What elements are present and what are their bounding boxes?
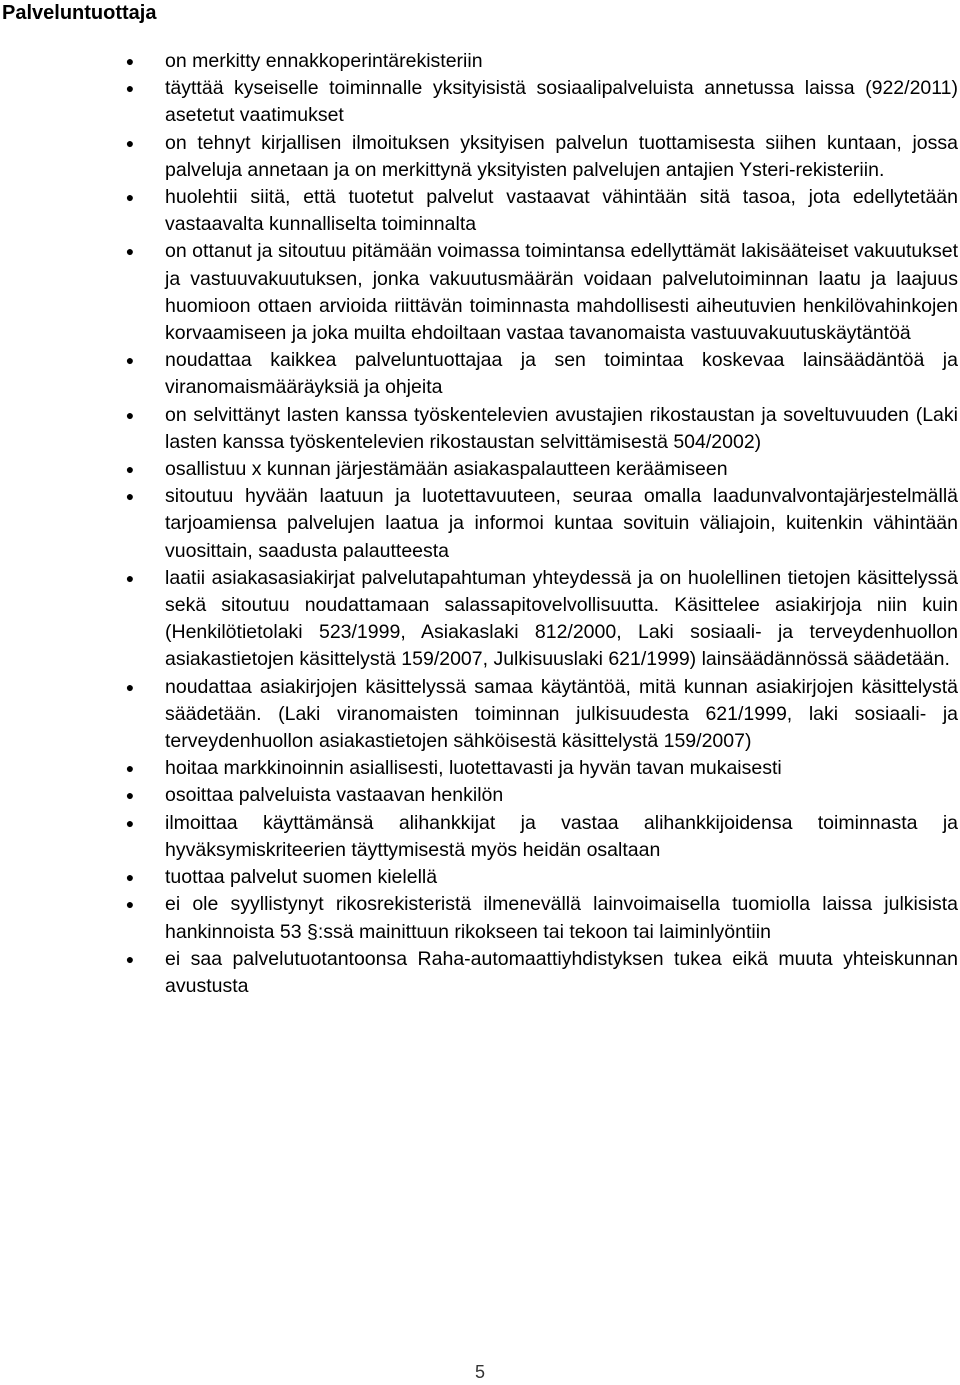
list-item [0,184,960,238]
list-item-text: hoitaa markkinoinnin asiallisesti, luotettavasti ja hyvän tavan mukaisesti [165,757,782,780]
page-number: 5 [474,1362,485,1382]
list-item [0,674,960,756]
list-item-text: on merkitty ennakkoperintärekisteriin [165,50,483,72]
list-item [0,864,960,891]
bullet-icon: ● [125,760,135,777]
list-item-text: huolehtii siitä, että tuotetut palvelut vastaavat vähintään sitä tasoa, jota edellytetään vastaavalta kunnalliselta toiminnalta [165,186,958,236]
bullet-icon: ● [125,461,135,478]
list-item-text: osallistuu x kunnan järjestämään asiakaspalautteen keräämiseen [165,458,728,481]
bullet-icon: ● [125,814,135,831]
bullet-icon: ● [125,869,135,886]
list-item-text: laatii asiakasasiakirjat palvelutapahtuman yhteydessä ja on huolellinen tietojen käsittelyssä sekä sitoutuu noudattamaan salassapitovelvollisuutta. Käsittelee asiakirjoja niin kuin (Henkilötietolaki 523/1999, Asiakaslaki 812/2000, Laki sosiaali- ja terveydenhuollon asiakastietojen käsittelystä 159/2007, Julkisuuslaki 621/1999) lainsäädännössä säädetään. [165,566,958,671]
bullet-icon: ● [125,53,135,69]
list-item-text: noudattaa kaikkea palveluntuottajaa ja sen toimintaa koskevaa lainsäädäntöä ja viranomaismääräyksiä ja ohjeita [165,349,958,399]
bullet-icon: ● [125,352,135,369]
list-item [0,402,960,456]
list-item-text: on tehnyt kirjallisen ilmoituksen yksityisen palvelun tuottamisesta siihen kuntaan, jossa palveluja annetaan ja on merkittynä yksityisten palvelujen antajien Ysteri-rekisteriin. [165,131,958,181]
list-item [0,130,960,184]
bullet-icon: ● [125,950,135,967]
bullet-icon: ● [125,243,135,260]
list-item [0,782,960,809]
bullet-icon: ● [125,787,135,804]
list-item [0,347,960,401]
list-item [0,75,960,129]
list-item-text: ei saa palvelutuotantoonsa Raha-automaattiyhdistyksen tukea eikä muuta yhteiskunnan avustusta [165,947,958,997]
bullet-icon: ● [125,678,135,695]
requirements-list [0,48,960,1000]
list-item-text: on ottanut ja sitoutuu pitämään voimassa toimintansa edellyttämät lakisääteiset vakuutukset ja vastuuvakuutuksen, jonka vakuutusmäärän voidaan palvelutoiminnan laatu ja laajuus huomioon ottaen arvioida riittävän toiminnasta mahdollisesti aiheutuvien henkilövahinkojen korvaamiseen ja joka muilta ehdoiltaan vastaa tavanomaista vastuuvakuutuskäytäntöä [165,240,958,345]
bullet-icon: ● [125,189,135,206]
list-item-text: tuottaa palvelut suomen kielellä [165,866,438,889]
list-item-text: osoittaa palveluista vastaavan henkilön [165,784,504,807]
list-item [0,456,960,483]
bullet-icon: ● [125,134,135,151]
list-item-text: on selvittänyt lasten kanssa työskentelevien avustajien rikostaustan ja soveltuvuuden (Laki lasten kanssa työskentelevien rikostaustan selvittämisestä 504/2002) [165,403,958,453]
page-heading: Palveluntuottaja [2,2,157,24]
list-item [0,891,960,945]
list-item [0,565,960,674]
bullet-icon: ● [125,488,135,505]
list-item [0,946,960,1000]
list-item-text: noudattaa asiakirjojen käsittelyssä samaa käytäntöä, mitä kunnan asiakirjojen käsittelystä säädetään. (Laki viranomaisten toiminnan julkisuudesta 621/1999, laki sosiaali- ja terveydenhuollon asiakastietojen sähköisestä käsittelystä 159/2007) [165,675,958,753]
list-item [0,755,960,782]
bullet-icon: ● [125,896,135,913]
list-item [0,238,960,347]
list-item-text: ei ole syyllistynyt rikosrekisteristä ilmenevällä lainvoimaisella tuomiolla laissa julkisista hankinnoista 53 §:ssä mainittuun rikokseen tai tekoon tai laiminlyöntiin [165,893,958,943]
list-item-text: ilmoittaa käyttämänsä alihankkijat ja vastaa alihankkijoidensa toiminnasta ja hyväksymiskriteerien täyttymisestä myös heidän osaltaan [165,811,958,861]
bullet-icon: ● [125,80,135,97]
list-item [0,48,960,75]
list-item-text: sitoutuu hyvään laatuun ja luotettavuuteen, seuraa omalla laadunvalvontajärjestelmällä tarjoamiensa palvelujen laatua ja informoi kuntaa sovituin väliajoin, kuitenkin vähintään vuosittain, saadusta palautteesta [165,485,958,562]
list-item [0,810,960,864]
bullet-icon: ● [125,406,135,423]
bullet-icon: ● [125,569,135,586]
list-item-text: täyttää kyseiselle toiminnalle yksityisistä sosiaalipalveluista annetussa laissa (922/2011) asetetut vaatimukset [165,77,958,127]
list-item [0,483,960,565]
